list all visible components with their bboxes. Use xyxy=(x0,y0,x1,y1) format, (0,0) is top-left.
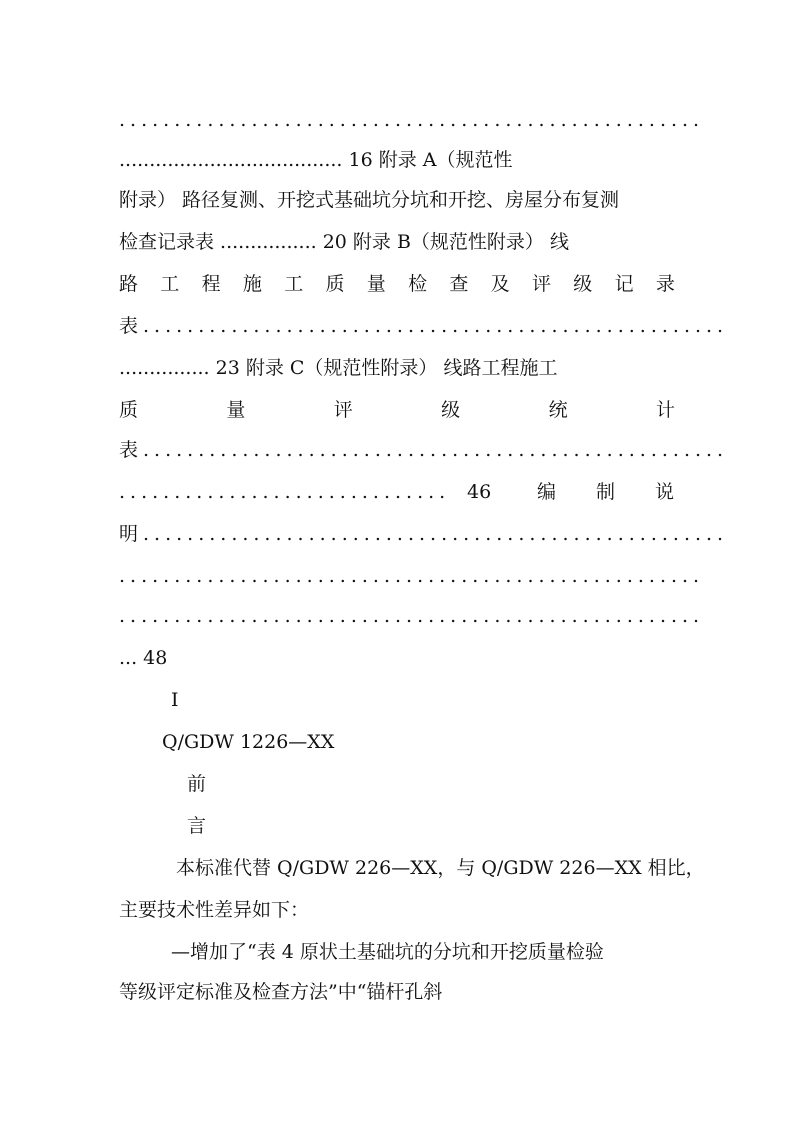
toc-line: ..................................................... xyxy=(119,605,705,627)
body-paragraph-line: —增加了“表 4 原状土基础坑的分坑和开挖质量检验 xyxy=(171,941,604,963)
toc-char: 级 xyxy=(441,399,461,421)
body-paragraph-line: 主要技术性差异如下： xyxy=(119,899,310,921)
toc-line-justified xyxy=(119,394,675,426)
toc-char: 检 xyxy=(408,273,428,295)
toc-char: 查 xyxy=(449,273,469,295)
toc-line: ... 48 xyxy=(119,647,168,669)
toc-char: 程 xyxy=(201,273,221,295)
toc-char: 记 xyxy=(614,273,634,295)
section-title-char: 言 xyxy=(187,815,207,837)
body-paragraph-line: 本标准代替 Q/GDW 226—XX，与 Q/GDW 226—XX 相比， xyxy=(176,857,705,879)
toc-char: 工 xyxy=(284,273,304,295)
section-title-char: 前 xyxy=(187,773,207,795)
toc-line-justified xyxy=(119,268,675,300)
toc-char: 制 xyxy=(596,481,616,503)
body-paragraph-line: 等级评定标准及检查方法”中“锚杆孔斜 xyxy=(119,981,443,1003)
toc-char: 施 xyxy=(242,273,262,295)
toc-line xyxy=(119,476,675,508)
toc-char: 录 xyxy=(655,273,675,295)
toc-dots: .............................. xyxy=(119,481,451,503)
toc-char: 统 xyxy=(548,399,568,421)
document-code: Q/GDW 1226—XX xyxy=(162,731,335,753)
toc-char: 编 xyxy=(537,481,557,503)
toc-line: 表..................................................... xyxy=(119,439,729,461)
toc-char: 说 xyxy=(655,481,675,503)
toc-line: 附录） 路径复测、开挖式基础坑分坑和开挖、房屋分布复测 xyxy=(119,189,620,211)
toc-char: 量 xyxy=(366,273,386,295)
toc-char: 质 xyxy=(119,399,139,421)
toc-char: 评 xyxy=(333,399,353,421)
toc-char: 及 xyxy=(490,273,510,295)
toc-line: ..................................................... xyxy=(119,109,705,131)
toc-line: ..................................... 16 附录 A（规范性 xyxy=(119,149,513,171)
toc-char: 质 xyxy=(325,273,345,295)
toc-line: 表..................................................... xyxy=(119,315,729,337)
toc-char: 工 xyxy=(160,273,180,295)
toc-char: 计 xyxy=(655,399,675,421)
toc-char: 路 xyxy=(119,273,139,295)
toc-page-number: 46 xyxy=(467,481,492,503)
toc-line: ..................................................... xyxy=(119,565,705,587)
toc-char: 级 xyxy=(573,273,593,295)
toc-char: 量 xyxy=(226,399,246,421)
toc-char: 评 xyxy=(531,273,551,295)
toc-line: ............... 23 附录 C（规范性附录） 线路工程施工 xyxy=(119,357,558,379)
toc-line: 明..................................................... xyxy=(119,523,729,545)
page-number: I xyxy=(171,689,179,711)
toc-line: 检查记录表 ................ 20 附录 B（规范性附录） 线 xyxy=(119,231,569,253)
